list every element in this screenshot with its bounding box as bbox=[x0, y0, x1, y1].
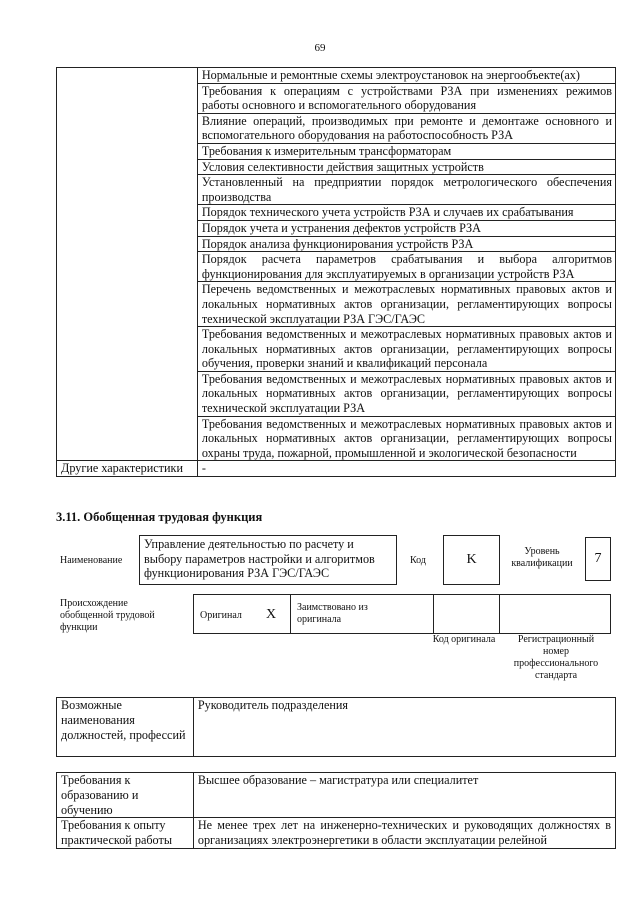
other-characteristics-label: Другие характеристики bbox=[57, 461, 198, 477]
requirement-item: Установленный на предприятии порядок метрологического обеспечения производства bbox=[197, 175, 615, 205]
requirement-item: Требования ведомственных и межотраслевых нормативных правовых актов и локальных нормативных актов организации, регламентирующих вопросы технической эксплуатации РЗА bbox=[197, 371, 615, 416]
requirement-item: Условия селективности действия защитных устройств bbox=[197, 159, 615, 175]
requirement-item: Перечень ведомственных и межотраслевых нормативных правовых актов и локальных нормативных актов организации, регламентирующих вопросы технической эксплуатации РЗА ГЭС/ГАЭС bbox=[197, 282, 615, 327]
positions-table bbox=[56, 697, 616, 757]
education-label: Требования к образованию и обучению bbox=[57, 773, 194, 818]
knowledge-table bbox=[56, 67, 616, 477]
requirement-item: Требования к измерительным трансформаторам bbox=[197, 143, 615, 159]
requirement-item: Порядок учета и устранения дефектов устройств РЗА bbox=[197, 220, 615, 236]
positions-value: Руководитель подразделения bbox=[193, 698, 615, 757]
borrowed-label: Заимствовано из оригинала bbox=[297, 602, 368, 625]
code-original-caption: Код оригинала bbox=[432, 634, 496, 645]
requirement-item: Порядок анализа функционирования устройств РЗА bbox=[197, 236, 615, 252]
requirement-item: Влияние операций, производимых при ремонте и демонтаже основного и вспомогательного оборудования на работоспособность РЗА bbox=[197, 113, 615, 143]
divider bbox=[290, 595, 291, 633]
experience-value: Не менее трех лет на инженерно-технических и руководящих должностях в организациях электроэнергетики в области эксплуатации релейной bbox=[193, 818, 615, 849]
table-row bbox=[57, 461, 616, 477]
row-label-empty bbox=[57, 68, 198, 461]
requirement-item: Порядок расчета параметров срабатывания и выбора алгоритмов функционирования для эксплуатируемых в организации устройств РЗА bbox=[197, 252, 615, 282]
level-label: Уровень квалификации bbox=[511, 546, 573, 569]
code-label: Код bbox=[410, 555, 426, 566]
level-value: 7 bbox=[585, 537, 611, 581]
divider bbox=[499, 595, 500, 633]
section-title: 3.11. Обобщенная трудовая функция bbox=[56, 510, 263, 524]
origin-box bbox=[193, 594, 611, 634]
requirement-item: Требования ведомственных и межотраслевых нормативных правовых актов и локальных нормативных актов организации, регламентирующих вопросы охраны труда, пожарной, промышленной и экологической безопасности bbox=[197, 416, 615, 461]
reg-number-caption: Регистрационный номер профессионального стандарта bbox=[513, 634, 599, 681]
original-label: Оригинал bbox=[200, 610, 242, 621]
original-mark: X bbox=[266, 607, 277, 622]
requirement-item: Требования к операциям с устройствами РЗА при изменениях режимов работы основного и вспомогательного оборудования bbox=[197, 83, 615, 113]
table-row bbox=[57, 68, 616, 84]
other-characteristics-value: - bbox=[197, 461, 615, 477]
table-row bbox=[57, 698, 616, 757]
table-row bbox=[57, 818, 616, 849]
function-name-value: Управление деятельностью по расчету и выбору параметров настройки и алгоритмов функционирования РЗА ГЭС/ГАЭС bbox=[139, 535, 397, 585]
table-row bbox=[57, 773, 616, 818]
knowledge-table-body bbox=[57, 68, 616, 477]
experience-label: Требования к опыту практической работы bbox=[57, 818, 194, 849]
page-number: 69 bbox=[314, 42, 326, 54]
origin-label: Происхождение обобщенной трудовой функции bbox=[60, 598, 155, 633]
education-value: Высшее образование – магистратура или специалитет bbox=[193, 773, 615, 818]
name-label: Наименование bbox=[60, 555, 123, 566]
divider bbox=[433, 595, 434, 633]
requirement-item: Нормальные и ремонтные схемы электроустановок на энергообъекте(ах) bbox=[197, 68, 615, 84]
requirements-table bbox=[56, 772, 616, 849]
positions-label: Возможные наименования должностей, профессий bbox=[57, 698, 194, 757]
requirement-item: Требования ведомственных и межотраслевых нормативных правовых актов и локальных нормативных актов организации, регламентирующих вопросы обучения, проверки знаний и квалификаций персонала bbox=[197, 327, 615, 372]
requirement-item: Порядок технического учета устройств РЗА и случаев их срабатывания bbox=[197, 205, 615, 221]
code-value: K bbox=[443, 535, 500, 585]
